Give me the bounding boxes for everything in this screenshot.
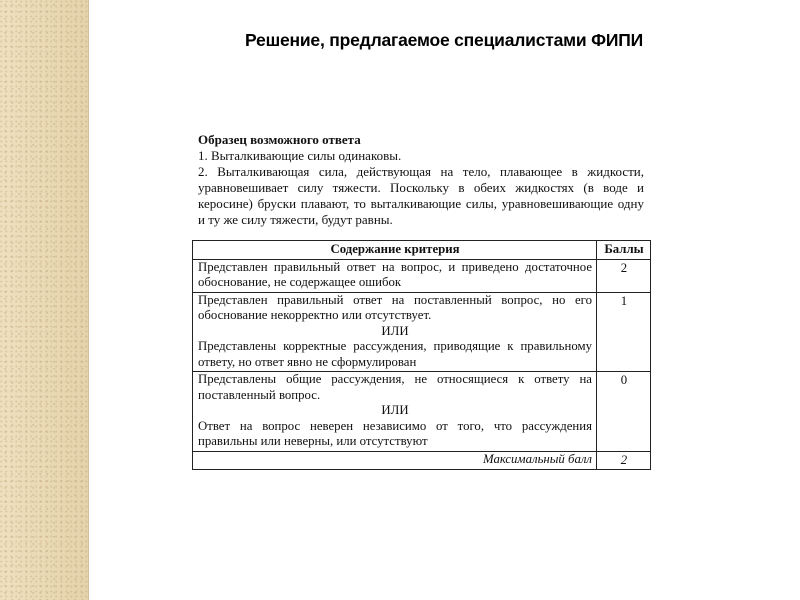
criterion-cell — [193, 292, 597, 372]
criterion-column-header: Содержание критерия — [193, 241, 597, 260]
slide-title: Решение, предлагаемое специалистами ФИПИ — [245, 30, 643, 50]
or-separator: ИЛИ — [381, 403, 409, 417]
criterion-text-alt: Ответ на вопрос неверен независимо от того, что рассуждения правильны или неверны, или отсутствуют — [198, 418, 592, 448]
criterion-text: Представлен правильный ответ на вопрос, и приведено достаточное обоснование, не содержащее ошибок — [198, 259, 592, 289]
answer-point-1: 1. Выталкивающие силы одинаковы. — [198, 148, 402, 163]
points-cell: 1 — [597, 292, 651, 372]
sample-answer — [198, 132, 644, 228]
criterion-cell — [193, 372, 597, 452]
criterion-cell — [193, 259, 597, 292]
points-cell: 2 — [597, 259, 651, 292]
table-header-row — [193, 241, 651, 260]
table-row — [193, 372, 651, 452]
answer-heading: Образец возможного ответа — [198, 132, 361, 147]
max-score-label: Максимальный балл — [193, 451, 597, 470]
criterion-text: Представлен правильный ответ на поставленный вопрос, но его обоснование некорректно или отсутствует. — [198, 292, 592, 322]
max-score-row — [193, 451, 651, 470]
criterion-text-alt: Представлены корректные рассуждения, приводящие к правильному ответу, но ответ явно не сформулирован — [198, 339, 592, 369]
points-column-header: Баллы — [597, 241, 651, 260]
table-row — [193, 292, 651, 372]
points-cell: 0 — [597, 372, 651, 452]
table-row — [193, 259, 651, 292]
criterion-text: Представлены общие рассуждения, не относящиеся к ответу на поставленный вопрос. — [198, 372, 592, 402]
criteria-table — [192, 240, 651, 470]
max-score-value: 2 — [597, 451, 651, 470]
answer-point-2: 2. Выталкивающая сила, действующая на тело, плавающее в жидкости, уравновешивает силу тяжести. Поскольку в обеих жидкостях (в воде и керосине) бруски плавают, то выталкивающие силы, уравновешивающие одну и ту же силу тяжести, будут равны. — [198, 164, 644, 227]
or-separator: ИЛИ — [381, 323, 409, 338]
decorative-side-strip — [0, 0, 89, 600]
